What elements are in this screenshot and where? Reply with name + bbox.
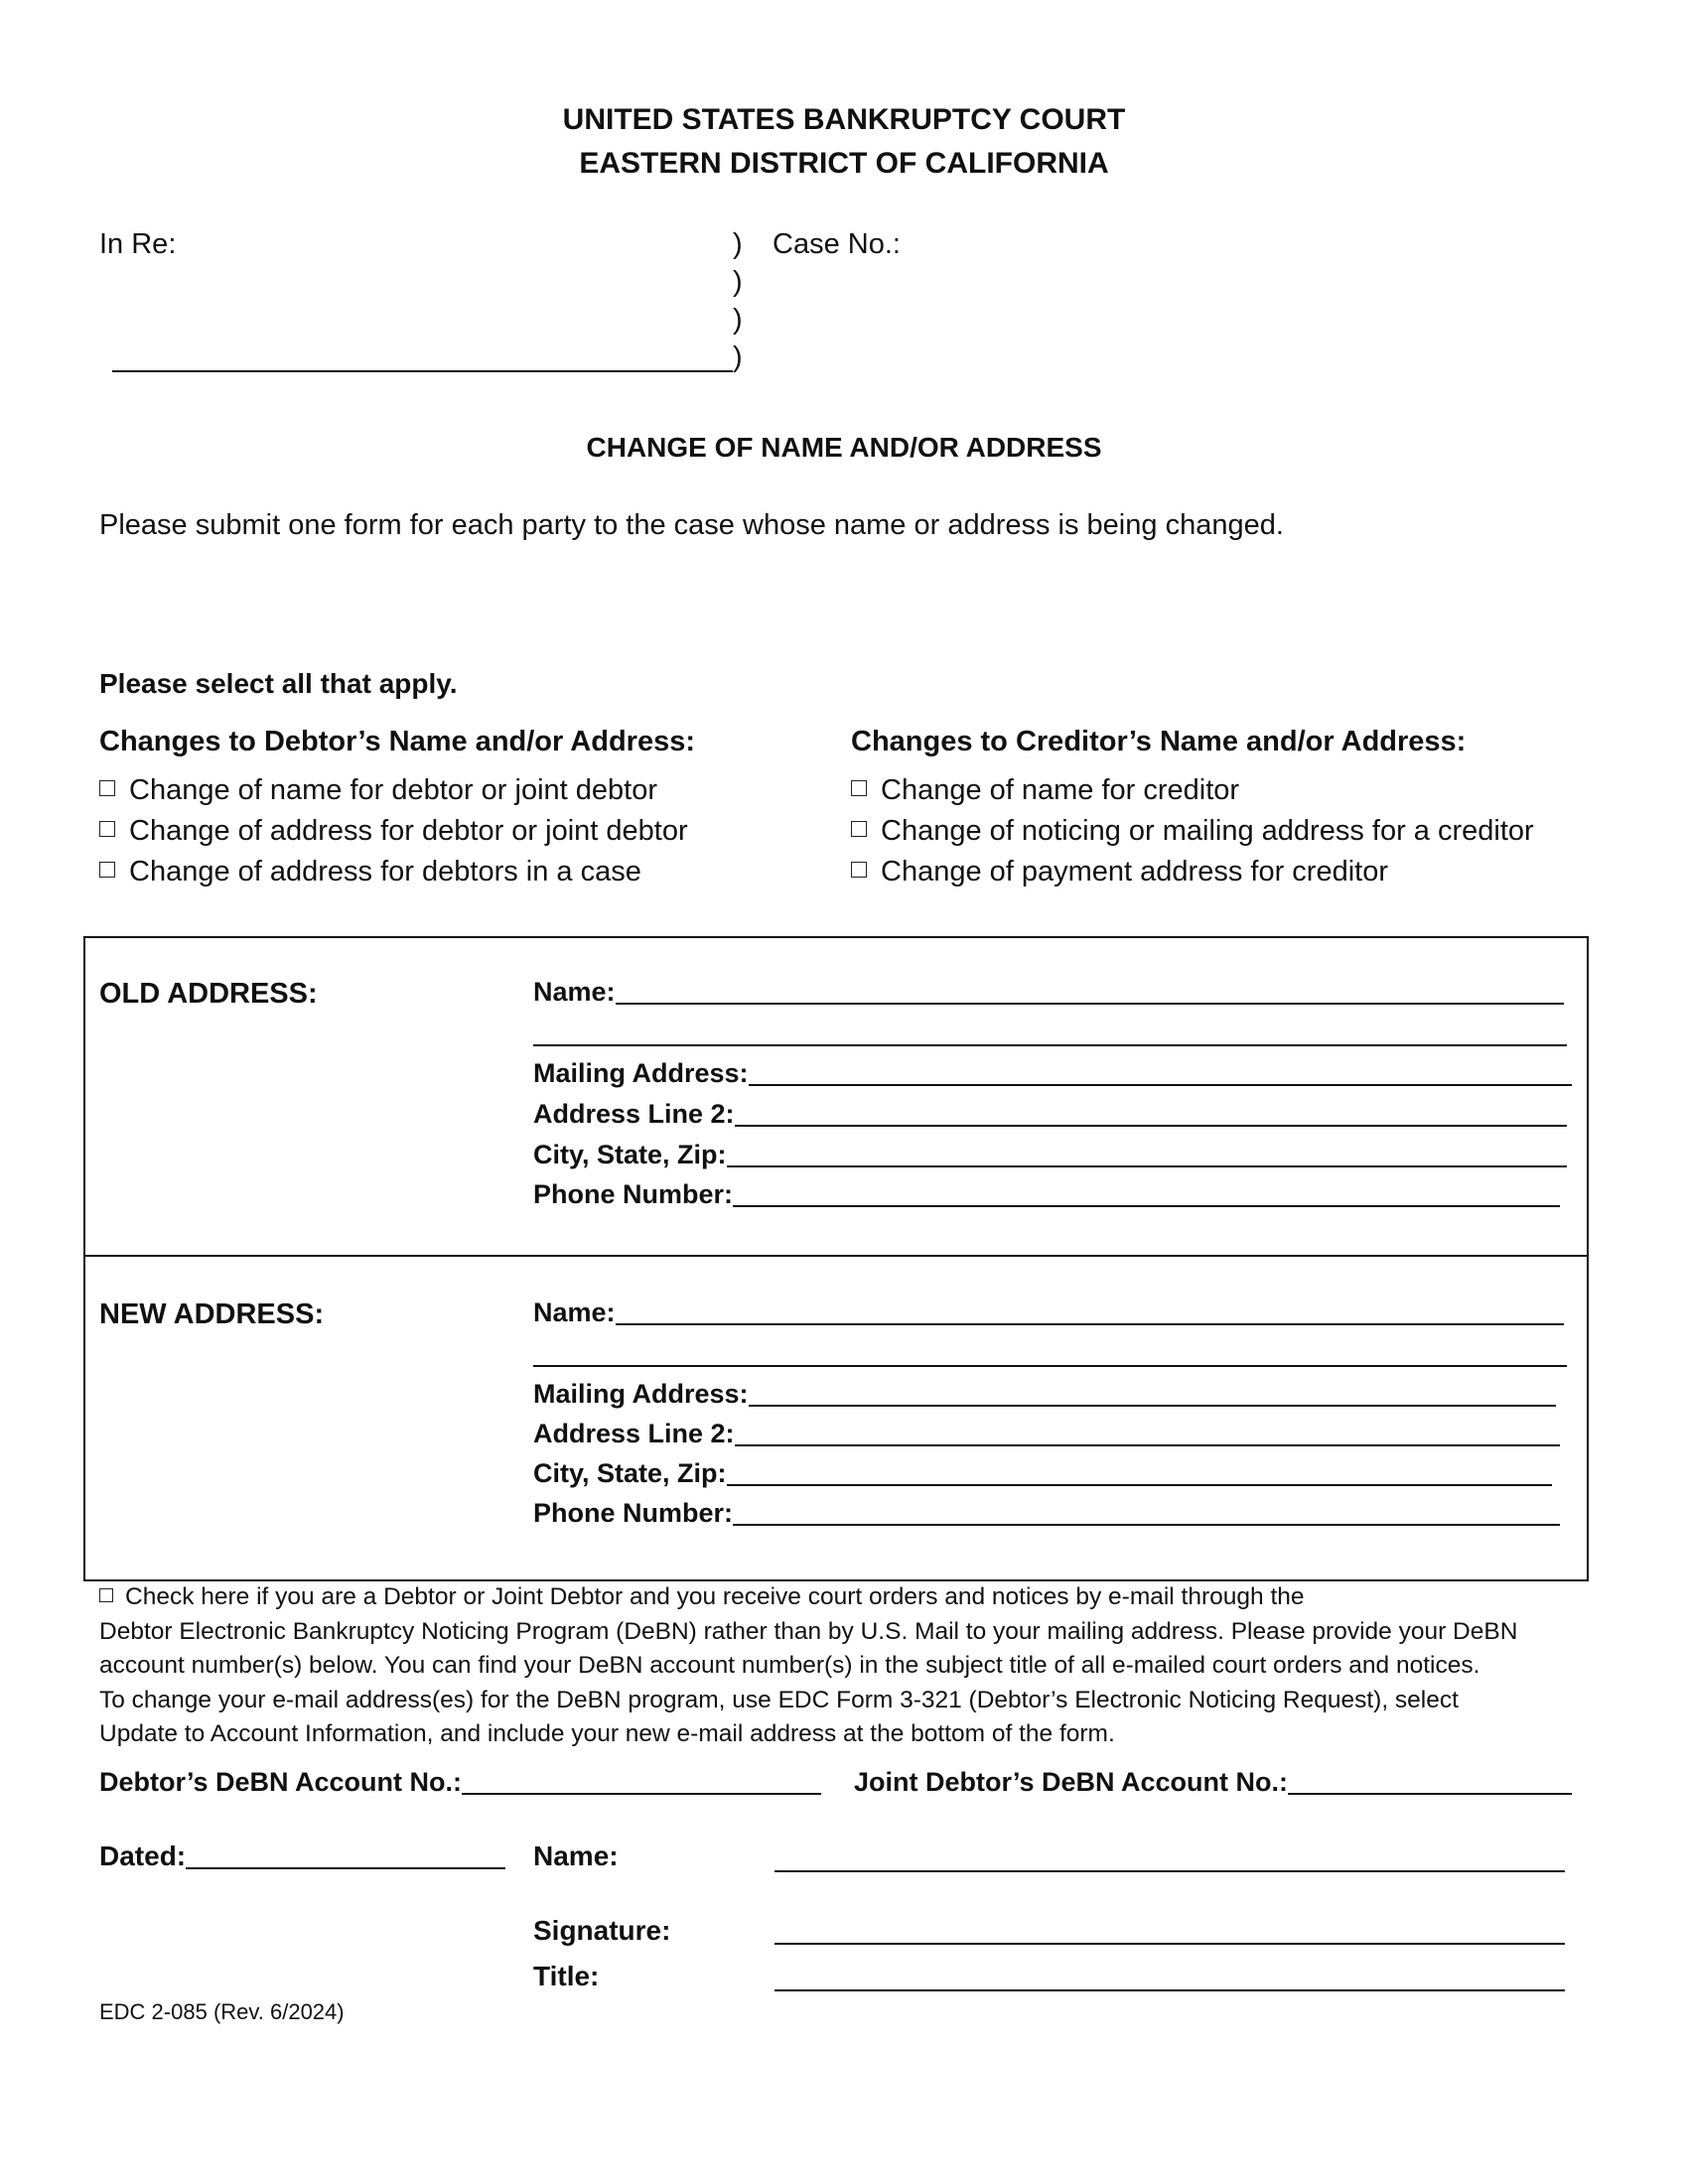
title-label: Title: [533,1961,600,1991]
field-label: Phone Number: [533,1498,734,1528]
field-label: Debtor’s DeBN Account No.: [99,1767,463,1797]
field-line[interactable] [616,1299,1564,1325]
checkbox-icon[interactable] [99,862,115,878]
option-label: Change of name for creditor [881,774,1240,806]
checkbox-icon[interactable] [99,780,115,796]
new-mailing-field[interactable] [533,1379,1556,1410]
field-label: City, State, Zip: [533,1458,727,1488]
old-address-title: OLD ADDRESS: [99,978,318,1010]
debn-line-4: To change your e-mail address(es) for the DeBN program, use EDC Form 3-321 (Debtor’s Electronic Noticing Request), select [99,1686,1459,1713]
in-re-label: In Re: [99,228,177,260]
joint-debn-account-field[interactable] [854,1767,1572,1798]
case-no-label: Case No.: [773,228,901,260]
old-name-field[interactable] [533,977,1564,1008]
debtor-option-name[interactable] [99,774,657,807]
checkbox-icon[interactable] [851,862,867,878]
checkbox-icon[interactable] [99,821,115,837]
field-line[interactable] [186,1843,505,1869]
field-line[interactable] [727,1142,1567,1167]
court-district: EASTERN DISTRICT OF CALIFORNIA [579,147,1109,180]
debtor-changes-heading: Changes to Debtor’s Name and/or Address: [99,726,695,757]
debtor-option-address[interactable] [99,815,688,848]
debn-line-1 [99,1580,1609,1615]
instruction-text: Please submit one form for each party to the case whose name or address is being changed. [99,509,1284,541]
debn-text: Check here if you are a Debtor or Joint Debtor and you receive court orders and notices by e-mail through the [125,1583,1305,1610]
debtor-name-line[interactable] [112,370,733,372]
field-label: Address Line 2: [533,1419,735,1448]
field-line[interactable] [733,1181,1560,1207]
form-title: CHANGE OF NAME AND/OR ADDRESS [586,432,1102,463]
new-line2-field[interactable] [533,1419,1560,1449]
title-line[interactable] [774,1989,1565,1991]
old-mailing-field[interactable] [533,1058,1572,1089]
option-label: Change of address for debtors in a case [129,856,641,887]
field-label: Joint Debtor’s DeBN Account No.: [854,1767,1289,1797]
new-address-title: NEW ADDRESS: [99,1298,325,1330]
field-label: Address Line 2: [533,1099,735,1129]
debtor-option-debtors-address[interactable] [99,856,641,888]
old-city-field[interactable] [533,1140,1567,1170]
creditor-option-name[interactable] [851,774,1239,807]
field-label: Name: [533,977,616,1007]
field-line[interactable] [616,979,1564,1005]
caption-paren: ) [733,228,743,260]
field-label: Dated: [99,1841,187,1871]
option-label: Change of name for debtor or joint debtor [129,774,657,806]
field-label: Name: [533,1297,616,1327]
debn-line-2: Debtor Electronic Bankruptcy Noticing Program (DeBN) rather than by U.S. Mail to your mailing address. Please provide your DeBN [99,1617,1518,1645]
option-label: Change of address for debtor or joint debtor [129,815,688,847]
dated-field[interactable] [99,1841,505,1872]
debtor-debn-account-field[interactable] [99,1767,821,1798]
old-name-line-2[interactable] [533,1044,1567,1046]
field-line[interactable] [462,1769,821,1795]
caption-paren: ) [733,266,743,298]
creditor-changes-heading: Changes to Creditor’s Name and/or Address: [851,726,1467,757]
sig-name-line[interactable] [774,1870,1565,1872]
caption-paren: ) [733,304,743,336]
checkbox-icon[interactable] [851,780,867,796]
option-label: Change of noticing or mailing address for a creditor [881,815,1534,847]
field-line[interactable] [735,1101,1567,1127]
field-label: City, State, Zip: [533,1140,727,1169]
option-label: Change of payment address for creditor [881,856,1388,887]
field-line[interactable] [735,1421,1560,1446]
caption-paren: ) [733,341,743,373]
court-name: UNITED STATES BANKRUPTCY COURT [562,103,1126,136]
debn-paragraph [99,1580,1609,1752]
field-label: Mailing Address: [533,1058,749,1088]
field-line[interactable] [733,1500,1560,1526]
field-label: Mailing Address: [533,1379,749,1409]
old-line2-field[interactable] [533,1099,1567,1130]
new-name-field[interactable] [533,1297,1564,1328]
creditor-option-payment[interactable] [851,856,1388,888]
field-line[interactable] [727,1460,1552,1486]
old-phone-field[interactable] [533,1179,1560,1210]
field-label: Phone Number: [533,1179,734,1209]
signature-label: Signature: [533,1915,671,1946]
sig-name-label: Name: [533,1841,619,1871]
checkbox-icon[interactable] [851,821,867,837]
new-city-field[interactable] [533,1458,1552,1489]
new-phone-field[interactable] [533,1498,1560,1529]
field-line[interactable] [749,1381,1556,1407]
select-all-label: Please select all that apply. [99,668,458,699]
new-name-line-2[interactable] [533,1365,1567,1367]
creditor-option-mailing[interactable] [851,815,1534,848]
checkbox-icon[interactable] [99,1588,113,1602]
debn-line-5: Update to Account Information, and include your new e-mail address at the bottom of the form. [99,1720,1115,1747]
field-line[interactable] [1288,1769,1572,1795]
field-line[interactable] [749,1060,1572,1086]
debn-line-3: account number(s) below. You can find your DeBN account number(s) in the subject title of all e-mailed court orders and notices. [99,1652,1480,1679]
form-number: EDC 2-085 (Rev. 6/2024) [99,1999,345,2024]
signature-line[interactable] [774,1943,1565,1945]
